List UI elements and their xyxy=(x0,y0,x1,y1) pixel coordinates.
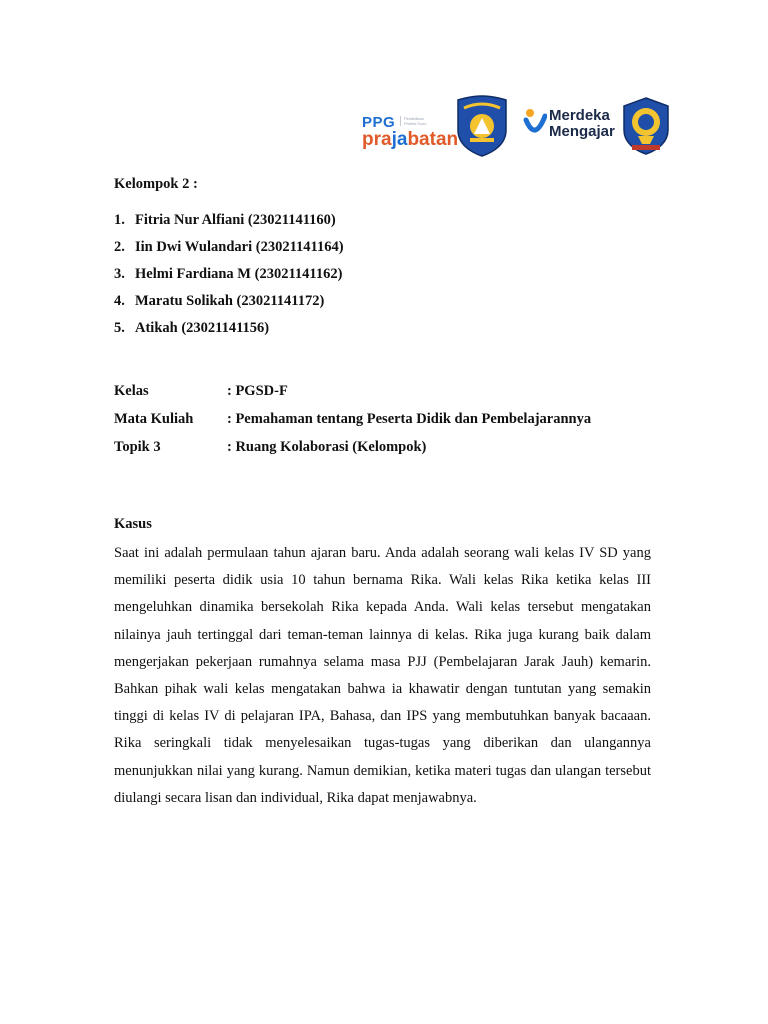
unipra-seal-logo xyxy=(620,96,672,156)
info-value: : Pemahaman tentang Peserta Didik dan Pembelajarannya xyxy=(227,411,592,427)
ppg-prajabatan-logo xyxy=(362,114,458,151)
member-name: Helmi Fardiana M (23021141162) xyxy=(135,266,343,282)
kemdikbud-seal-logo xyxy=(454,94,510,158)
list-item xyxy=(114,265,344,292)
list-number: 3. xyxy=(114,266,125,282)
member-name: Atikah (23021141156) xyxy=(135,320,270,336)
merdeka-mengajar-icon xyxy=(523,108,547,140)
list-item xyxy=(114,292,344,319)
ppg-logo-word: PPG xyxy=(362,114,396,131)
list-number: 1. xyxy=(114,212,125,228)
prajabatan-ja: ja xyxy=(391,129,408,150)
info-label: Kelas xyxy=(114,383,149,399)
merdeka-mengajar-text xyxy=(549,108,615,140)
merdeka-line1: Merdeka xyxy=(549,107,610,124)
case-body: Saat ini adalah permulaan tahun ajaran baru. Anda adalah seorang wali kelas IV SD yang memiliki peserta didik usia 10 tahun bernama Rika. Wali kelas Rika ketika kelas III mengeluhkan dinamika bersekolah Rika kepada Anda. Wali kelas tersebut mengatakan nilainya jauh tertinggal dari teman-teman lainnya di kelas. Rika juga kurang baik dalam mengerjakan pekerjaan rumahnya selama masa PJJ (Pembelajaran Jarak Jauh) kemarin. Bahkan pihak wali kelas mengatakan bahwa ia khawatir dengan tuntutan yang semakin tinggi di kelas IV di pelajaran IPA, Bahasa, dan IPS yang membutuhkan banyak bacaaan. Rika seringkali tidak menyelesaikan tugas-tugas yang diberikan dan ulangannya menunjukkan nilai yang kurang. Namun demikian, ketika materi tugas dan ulangan tersebut diulangi secara lisan dan individual, Rika dapat menjawabnya. xyxy=(114,545,651,806)
member-name: Maratu Solikah (23021141172) xyxy=(135,293,325,309)
info-label: Topik 3 xyxy=(114,439,161,455)
list-number: 2. xyxy=(114,239,125,255)
info-row-mata-kuliah xyxy=(114,410,591,438)
header-logos xyxy=(358,94,678,160)
course-info xyxy=(114,382,591,466)
list-item xyxy=(114,238,344,265)
list-item xyxy=(114,319,344,346)
prajabatan-post: batan xyxy=(407,129,459,150)
info-value: : PGSD-F xyxy=(227,383,288,399)
merdeka-line2: Mengajar xyxy=(549,123,615,140)
ppg-logo-small-text: Pendidikan Profesi Guru xyxy=(400,116,434,126)
member-name: Iin Dwi Wulandari (23021141164) xyxy=(135,239,344,255)
merdeka-mengajar-logo xyxy=(523,107,615,145)
info-row-kelas xyxy=(114,382,591,410)
list-number: 4. xyxy=(114,293,125,309)
case-heading: Kasus xyxy=(114,516,152,532)
prajabatan-pre: pra xyxy=(362,129,392,150)
list-item xyxy=(114,211,344,238)
info-row-topik xyxy=(114,438,591,466)
prajabatan-word xyxy=(362,129,458,151)
info-label: Mata Kuliah xyxy=(114,411,194,427)
group-title: Kelompok 2 : xyxy=(114,176,198,192)
member-list xyxy=(114,211,344,346)
info-value: : Ruang Kolaborasi (Kelompok) xyxy=(227,439,427,455)
list-number: 5. xyxy=(114,320,125,336)
member-name: Fitria Nur Alfiani (23021141160) xyxy=(135,212,336,228)
